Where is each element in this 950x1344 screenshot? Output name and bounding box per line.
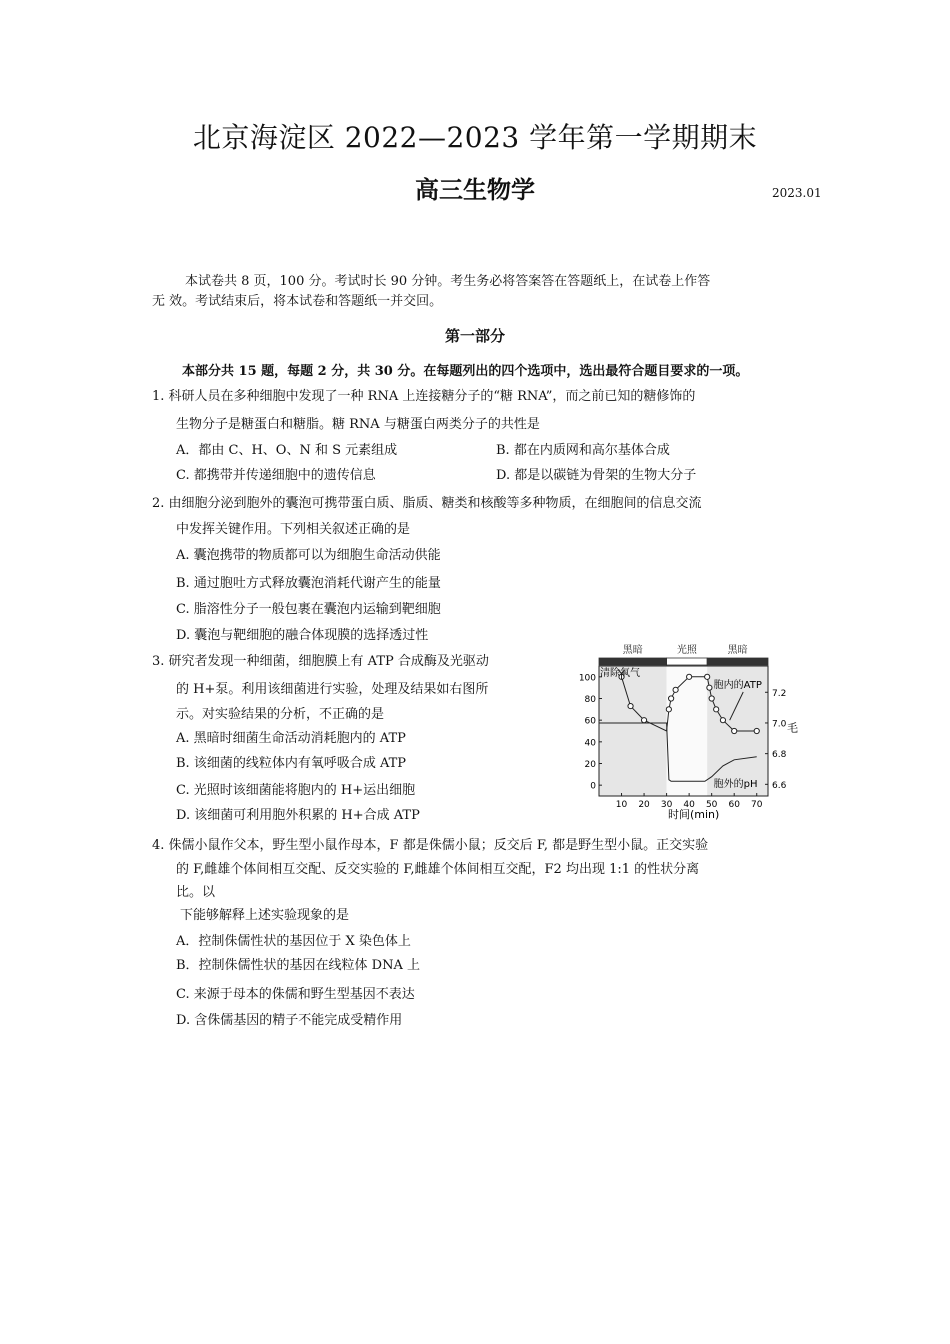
- intro-line-1: 本试卷共 8 页，100 分。考试时长 90 分钟。考生务必将答案答在答题纸上，在试卷上作答: [185, 274, 711, 289]
- phase-label: 黑暗: [622, 645, 643, 656]
- annotation-extracellular-ph: 胞外的pH: [713, 779, 758, 790]
- q3-stem-line-2: 的 H+泵。利用该细菌进行实验，处理及结果如右图所: [176, 682, 489, 697]
- atp-data-point: [707, 685, 712, 690]
- x-tick-label: 20: [638, 800, 650, 810]
- y-tick-label: 0: [590, 781, 596, 792]
- atp-data-point: [673, 687, 678, 692]
- q3-figure-chart: [575, 638, 805, 823]
- q2-stem-line-1: 2. 由细胞分泌到胞外的囊泡可携带蛋白质、脂质、糖类和核酸等多种物质，在细胞间的信息交流: [152, 496, 702, 511]
- part-title: 第一部分: [444, 327, 505, 345]
- q1-option-d: D. 都是以碳链为骨架的生物大分子: [496, 468, 697, 483]
- page-subtitle: 高三生物学: [415, 175, 535, 204]
- y-tick-label: 60: [584, 716, 596, 727]
- x-axis-label: 时间(min): [667, 808, 720, 821]
- q4-option-c: C. 来源于母本的侏儒和野生型基因不表达: [176, 987, 415, 1002]
- q1-option-b: B. 都在内质网和高尔基体合成: [496, 443, 670, 458]
- q2-option-b: B. 通过胞吐方式释放囊泡消耗代谢产生的能量: [176, 576, 441, 591]
- annotation-remove-oxygen: 清除氧气: [600, 668, 640, 679]
- q1-stem-line-1: 1. 科研人员在多种细胞中发现了一种 RNA 上连接糖分子的“糖 RNA”，而之前已知的糖修饰的: [152, 389, 696, 404]
- y-tick-label: 100: [578, 673, 596, 684]
- part-instruction: 本部分共 15 题，每题 2 分，共 30 分。在每题列出的四个选项中，选出最符合题目要求的一项。: [182, 364, 749, 379]
- page-title: 北京海淀区 2022—2023 学年第一学期期末: [192, 121, 758, 154]
- q1-option-a: A．都由 C、H、O、N 和 S 元素组成: [176, 443, 398, 458]
- q4-stem-line-3: 比。以: [176, 885, 216, 900]
- intro-line-2: 无 效。考试结束后，将本试卷和答题纸一并交回。: [152, 294, 443, 309]
- x-tick-label: 10: [615, 800, 628, 810]
- atp-data-point: [705, 674, 710, 679]
- y-right-tick-label: 7.2: [772, 688, 787, 699]
- q4-option-d: D. 含侏儒基因的精子不能完成受精作用: [176, 1013, 403, 1028]
- atp-data-point: [641, 718, 646, 723]
- q4-stem-line-2: 的 F,雌雄个体间相互交配、反交实验的 F,雌雄个体间相互交配，F2 均出现 1:1 的性状分离: [176, 862, 700, 877]
- x-tick-label: 50: [705, 800, 718, 810]
- x-tick-label: 30: [660, 800, 673, 810]
- q2-option-c: C. 脂溶性分子一般包裹在囊泡内运输到靶细胞: [176, 602, 441, 617]
- q1-option-c: C. 都携带并传递细胞中的遗传信息: [176, 468, 376, 483]
- q3-stem-line-3: 示。对实验结果的分析，不正确的是: [176, 707, 385, 722]
- atp-data-point: [628, 703, 633, 708]
- phase-bar: [599, 658, 667, 665]
- q1-stem-line-2: 生物分子是糖蛋白和糖脂。糖 RNA 与糖蛋白两类分子的共性是: [176, 417, 540, 432]
- phase-label: 光照: [676, 645, 697, 656]
- q3-stem-line-1: 3. 研究者发现一种细菌，细胞膜上有 ATP 合成酶及光驱动: [152, 654, 489, 669]
- atp-data-point: [669, 696, 674, 701]
- y-tick-label: 40: [584, 738, 596, 749]
- q3-option-b: B. 该细菌的线粒体内有氧呼吸合成 ATP: [176, 756, 407, 771]
- atp-data-point: [687, 674, 692, 679]
- q2-option-d: D. 囊泡与靶细胞的融合体现膜的选择透过性: [176, 628, 429, 643]
- phase-label: 黑暗: [727, 645, 748, 656]
- q2-stem-line-2: 中发挥关键作用。下列相关叙述正确的是: [176, 522, 411, 537]
- y-tick-label: 20: [584, 760, 596, 770]
- phase-bar: [667, 658, 708, 665]
- y-tick-label: 80: [584, 695, 596, 705]
- y-right-tick-label: 7.0: [772, 719, 787, 730]
- phase-region: [599, 666, 667, 796]
- q3-option-a: A. 黑暗时细菌生命活动消耗胞内的 ATP: [176, 731, 406, 746]
- annotation-intracellular-atp: 胞内的ATP: [713, 680, 762, 691]
- atp-data-point: [754, 728, 759, 733]
- exam-date: 2023.01: [772, 186, 822, 200]
- atp-data-point: [732, 728, 737, 733]
- q3-option-c: C. 光照时该细菌能将胞内的 H+运出细胞: [176, 783, 416, 798]
- q3-option-d: D. 该细菌可利用胞外积累的 H+合成 ATP: [176, 808, 420, 823]
- x-tick-label: 70: [751, 800, 763, 810]
- q2-option-a: A. 囊泡携带的物质都可以为细胞生命活动供能: [176, 548, 441, 563]
- y-right-tick-label: 6.8: [772, 750, 787, 761]
- q4-option-a: A．控制侏儒性状的基因位于 X 染色体上: [176, 934, 411, 949]
- q4-option-b: B．控制侏儒性状的基因在线粒体 DNA 上: [176, 958, 421, 973]
- q4-stem-line-4: 下能够解释上述实验现象的是: [180, 908, 350, 923]
- phase-bar: [707, 658, 768, 665]
- atp-data-point: [666, 707, 671, 712]
- x-tick-label: 60: [728, 800, 740, 810]
- q4-stem-line-1: 4. 侏儒小鼠作父本，野生型小鼠作母本，F 都是侏儒小鼠；反交后 F, 都是野生型小鼠。正交实验: [152, 838, 709, 853]
- y-right-tick-label: 6.6: [772, 780, 787, 791]
- right-axis-label: 毛: [787, 721, 798, 735]
- atp-data-point: [709, 696, 714, 701]
- atp-data-point: [714, 707, 719, 712]
- x-tick-label: 40: [683, 800, 695, 810]
- atp-data-point: [720, 718, 725, 723]
- phase-region: [667, 666, 708, 796]
